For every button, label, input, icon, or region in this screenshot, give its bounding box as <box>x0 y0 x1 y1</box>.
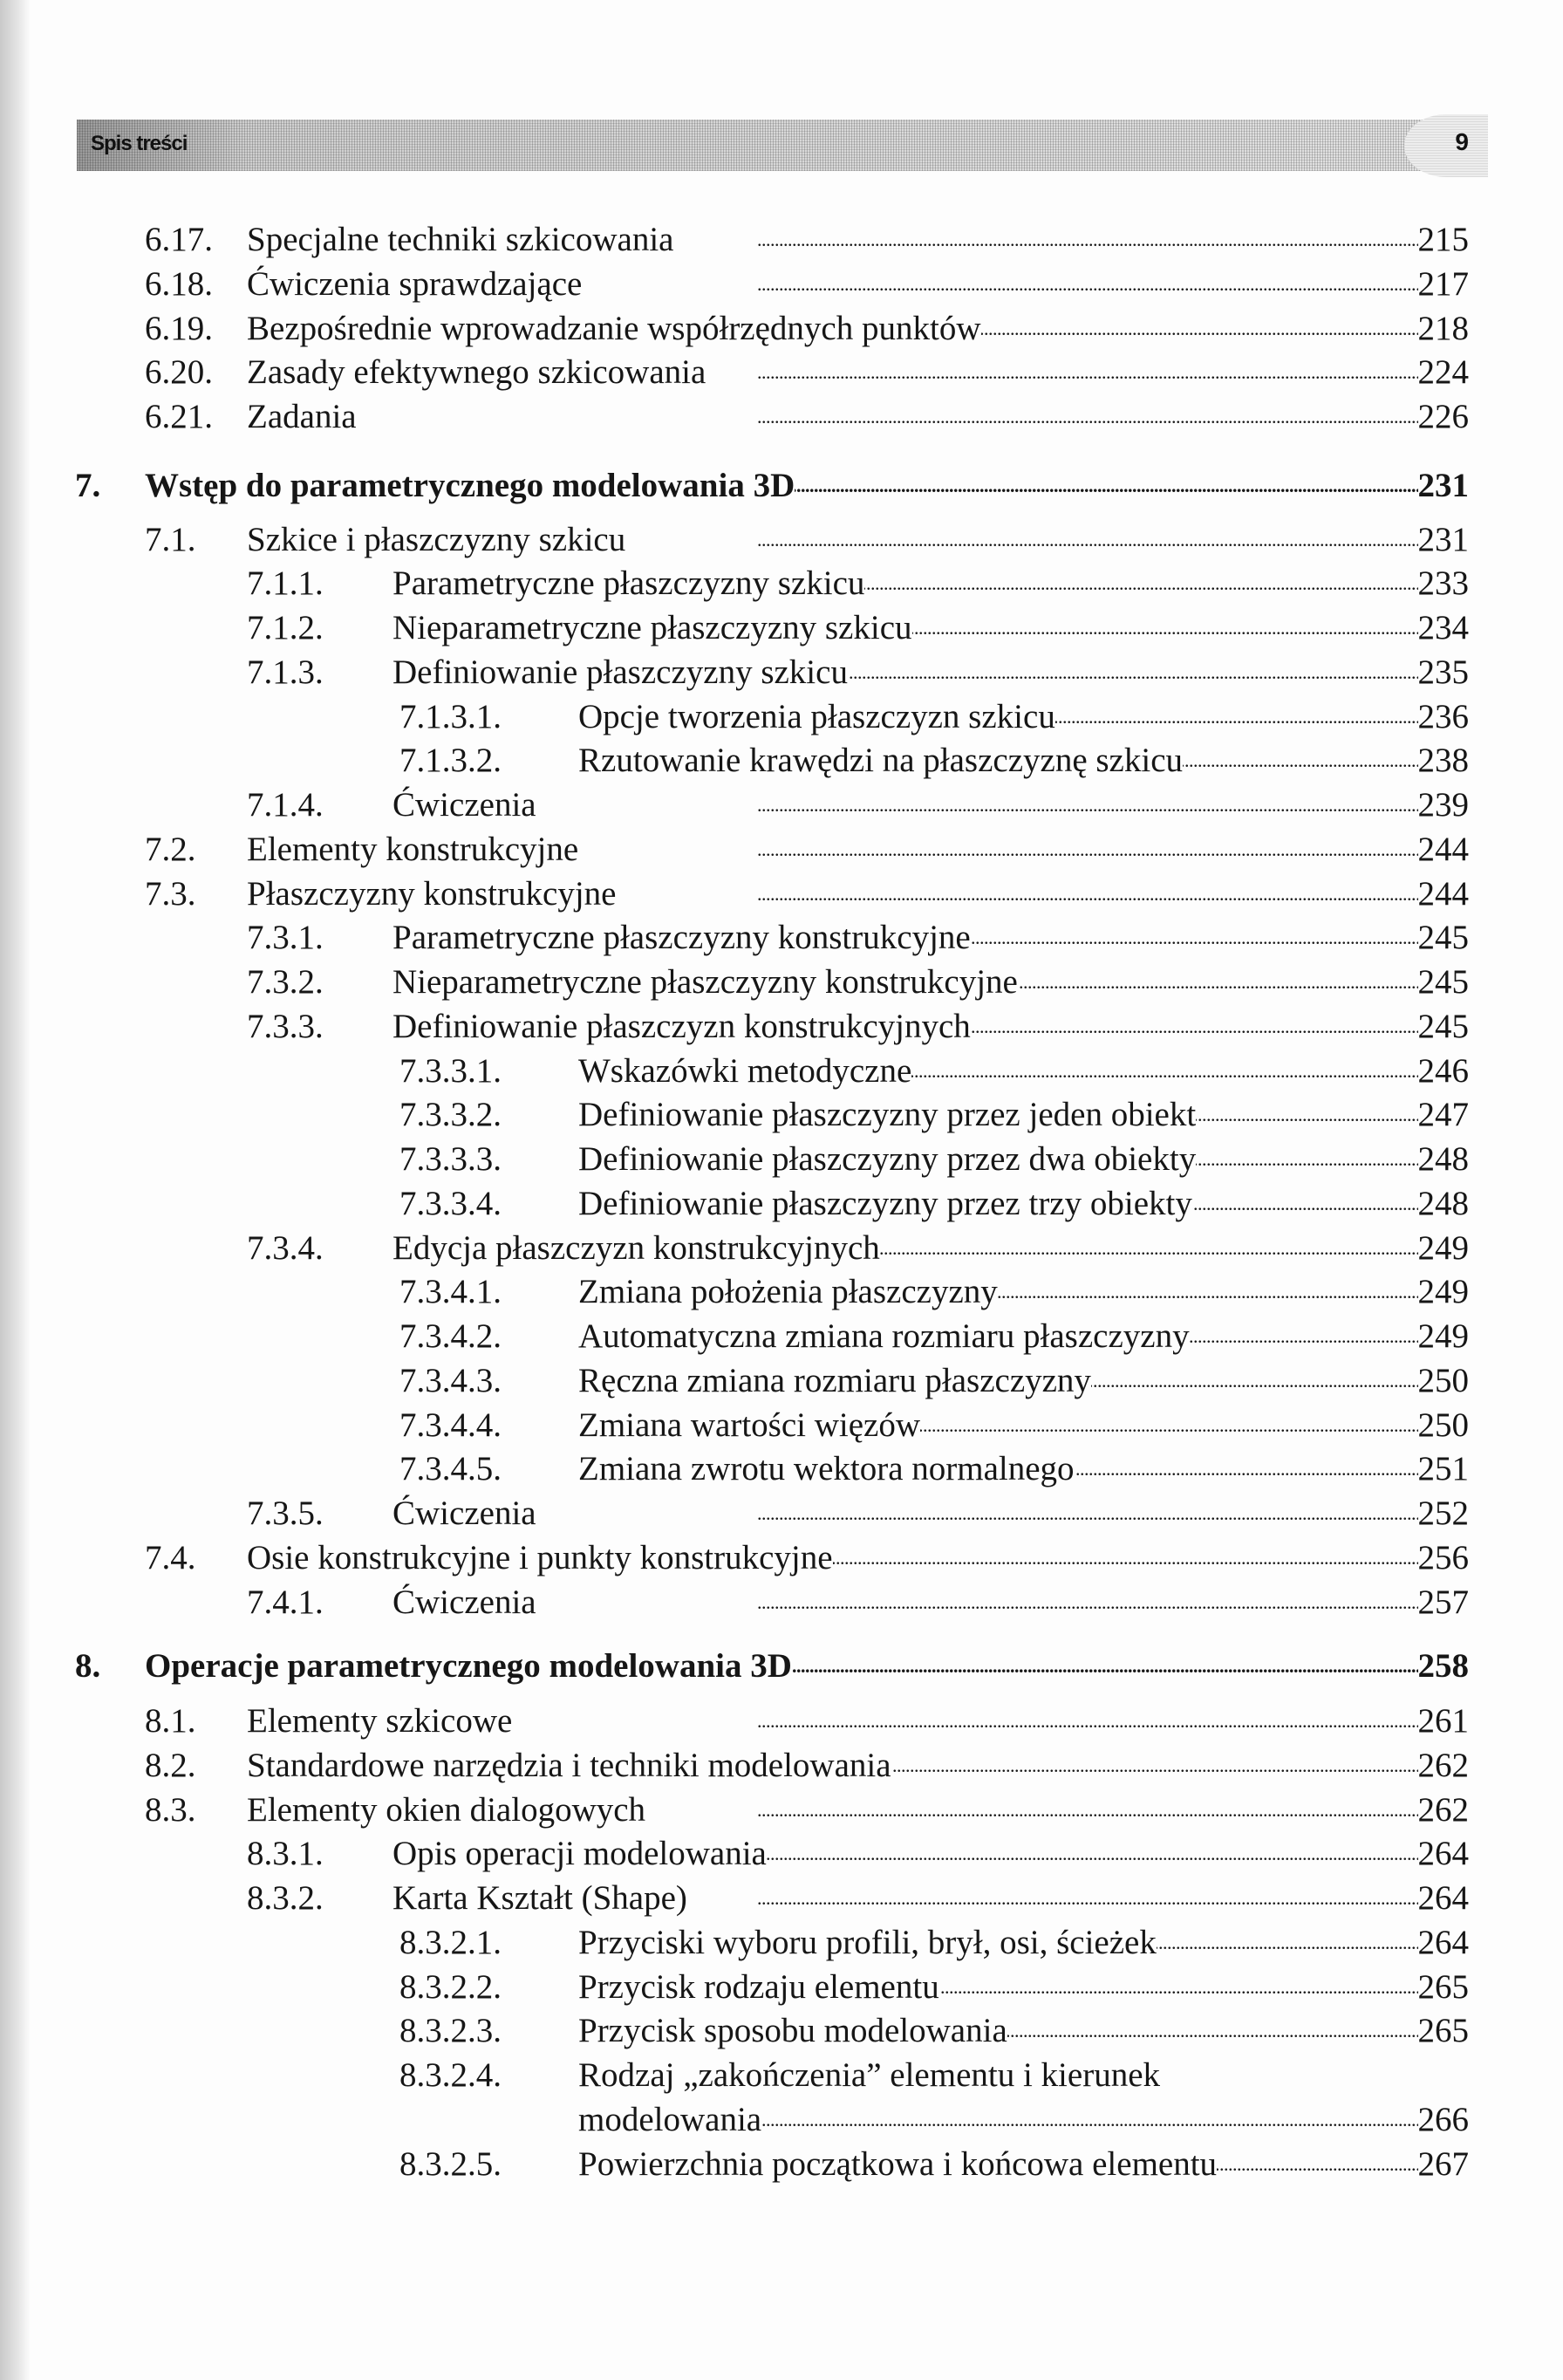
dot-leader <box>1091 1359 1418 1404</box>
entry-title: Płaszczyzny konstrukcyjne <box>247 874 617 913</box>
entry-title: Definiowanie płaszczyzny przez trzy obiekty <box>578 1184 1192 1222</box>
entry-page: 249 <box>1417 1317 1469 1355</box>
entry-number: 7.3.5. <box>247 1494 324 1532</box>
dot-leader <box>971 916 1418 961</box>
entry-number: 6.17. <box>145 221 213 258</box>
dot-leader <box>582 263 1417 307</box>
entry-page: 246 <box>1417 1051 1469 1090</box>
toc-entry[interactable] <box>0 1877 1563 1921</box>
toc-entry[interactable] <box>0 1921 1563 1966</box>
dot-leader <box>1018 961 1418 1005</box>
running-header-title: Spis treści <box>91 132 188 155</box>
toc-entry[interactable] <box>0 1227 1563 1271</box>
entry-number: 7.3.4.1. <box>399 1273 502 1311</box>
entry-page: 248 <box>1417 1184 1469 1222</box>
entry-title: Zadania <box>247 398 357 435</box>
entry-title: Bezpośrednie wprowadzanie współrzędnych punktów <box>247 309 981 347</box>
toc-entry[interactable] <box>0 1182 1563 1227</box>
entry-page: 217 <box>1417 264 1469 303</box>
entry-page: 267 <box>1417 2144 1469 2183</box>
entry-number: 6.19. <box>145 309 213 347</box>
toc-entry[interactable] <box>0 1315 1563 1359</box>
entry-number: 7.3.3. <box>247 1007 324 1045</box>
entry-number: 8.3.2. <box>247 1879 324 1917</box>
entry-number: 7.4.1. <box>247 1583 324 1621</box>
entry-page: 235 <box>1417 653 1469 691</box>
entry-page: 231 <box>1417 466 1469 504</box>
dot-leader <box>536 1492 1418 1536</box>
toc-entry[interactable] <box>0 1050 1563 1094</box>
dot-leader <box>512 1700 1417 1744</box>
entry-page: 252 <box>1417 1494 1469 1532</box>
dot-leader <box>1007 2009 1418 2054</box>
entry-number: 8.3.1. <box>247 1835 324 1873</box>
dot-leader <box>1190 1315 1418 1359</box>
entry-title: Ręczna zmiana rozmiaru płaszczyzny <box>578 1361 1091 1399</box>
dot-leader <box>357 395 1418 440</box>
entry-page: 234 <box>1417 609 1469 646</box>
entry-page: 245 <box>1417 963 1469 1001</box>
entry-number: 7.3.3.4. <box>399 1184 502 1222</box>
entry-title: Parametryczne płaszczyzny szkicu <box>392 564 865 603</box>
entry-title-continuation: modelowania <box>578 2100 762 2138</box>
dot-leader <box>616 872 1417 917</box>
entry-title: Opcje tworzenia płaszczyzn szkicu <box>578 697 1055 735</box>
entry-number: 8.3. <box>145 1790 196 1829</box>
dot-leader <box>939 1966 1418 2010</box>
entry-number: 7.3.4.3. <box>399 1361 502 1399</box>
toc-entry[interactable] <box>0 518 1563 563</box>
dot-leader <box>981 307 1418 352</box>
toc-chapter[interactable] <box>0 1645 1563 1689</box>
toc-entry[interactable] <box>0 1138 1563 1182</box>
entry-title: Automatyczna zmiana rozmiaru płaszczyzny <box>578 1317 1190 1355</box>
toc-entry[interactable] <box>0 1404 1563 1448</box>
entry-page: 264 <box>1417 1835 1469 1873</box>
entry-page: 262 <box>1417 1746 1469 1784</box>
dot-leader <box>792 1645 1418 1689</box>
toc-entry[interactable] <box>0 263 1563 307</box>
dot-leader <box>1217 2143 1417 2187</box>
entry-page: 257 <box>1417 1583 1469 1621</box>
toc-entry[interactable] <box>0 651 1563 695</box>
entry-number: 7.3.4.5. <box>399 1450 502 1488</box>
entry-title: Powierzchnia początkowa i końcowa elementu <box>578 2144 1218 2183</box>
dot-leader <box>1192 1182 1418 1227</box>
entry-number: 8.2. <box>145 1746 196 1784</box>
entry-page: 265 <box>1417 2012 1469 2050</box>
entry-number: 7.1.1. <box>247 564 324 603</box>
entry-title: Definiowanie płaszczyzny przez dwa obiekty <box>578 1140 1197 1178</box>
toc-entry-continuation[interactable] <box>0 2098 1563 2143</box>
entry-number: 7.3.1. <box>247 919 324 957</box>
entry-number: 8.1. <box>145 1702 196 1740</box>
entry-title: Operacje parametrycznego modelowania 3D <box>145 1647 792 1686</box>
dot-leader <box>761 2098 1417 2143</box>
toc-chapter[interactable] <box>0 464 1563 509</box>
entry-page: 258 <box>1417 1647 1469 1686</box>
entry-page: 239 <box>1417 786 1469 824</box>
entry-page: 264 <box>1417 1923 1469 1961</box>
toc-entry[interactable] <box>0 1536 1563 1581</box>
page-number: 9 <box>1455 128 1469 155</box>
entry-page: 244 <box>1417 874 1469 913</box>
toc-entry[interactable] <box>0 2009 1563 2054</box>
dot-leader <box>1055 695 1418 740</box>
dot-leader <box>833 1536 1418 1581</box>
entry-number: 7.3.3.2. <box>399 1096 502 1134</box>
entry-title: Ćwiczenia <box>392 786 536 824</box>
entry-title: Szkice i płaszczyzny szkicu <box>247 520 626 558</box>
entry-page: 249 <box>1417 1273 1469 1311</box>
toc-entry[interactable] <box>0 783 1563 828</box>
entry-number: 7.1. <box>145 520 196 558</box>
entry-number: 7.4. <box>145 1538 196 1576</box>
entry-title: Karta Kształt (Shape) <box>392 1879 687 1917</box>
entry-title: Zasady efektywnego szkicowania <box>247 353 706 392</box>
entry-page: 262 <box>1417 1790 1469 1829</box>
entry-number: 7.3.3.1. <box>399 1051 502 1090</box>
dot-leader <box>673 218 1417 263</box>
entry-page: 250 <box>1417 1361 1469 1399</box>
entry-page: 245 <box>1417 1007 1469 1045</box>
entry-title: Specjalne techniki szkicowania <box>247 221 674 258</box>
entry-title: Standardowe narzędzia i techniki modelowania <box>247 1746 891 1784</box>
entry-title: Ćwiczenia <box>392 1583 536 1621</box>
entry-title: Definiowanie płaszczyzn konstrukcyjnych <box>392 1007 971 1045</box>
toc-entry[interactable] <box>0 218 1563 263</box>
entry-title: Elementy szkicowe <box>247 1702 513 1740</box>
toc-entry[interactable] <box>0 1700 1563 1744</box>
running-header <box>77 120 1488 171</box>
dot-leader <box>880 1227 1418 1271</box>
entry-number: 7.3.4.4. <box>399 1405 502 1444</box>
toc-entry[interactable] <box>0 1744 1563 1788</box>
entry-title: Przycisk rodzaju elementu <box>578 1967 939 2006</box>
dot-leader <box>891 1744 1418 1788</box>
entry-page: 244 <box>1417 830 1469 868</box>
entry-title: Rodzaj „zakończenia” elementu i kierunek <box>578 2056 1160 2094</box>
toc-entry[interactable] <box>0 739 1563 783</box>
toc-entry[interactable] <box>0 695 1563 740</box>
entry-page: 215 <box>1417 221 1469 258</box>
entry-number: 7.1.3. <box>247 653 324 691</box>
entry-number: 8.3.2.3. <box>399 2012 502 2050</box>
entry-title: Zmiana zwrotu wektora normalnego <box>578 1450 1075 1488</box>
entry-title: Nieparametryczne płaszczyzny szkicu <box>392 609 912 646</box>
entry-title: Opis operacji modelowania <box>392 1835 767 1873</box>
dot-leader <box>536 783 1418 828</box>
entry-page: 247 <box>1417 1096 1469 1134</box>
entry-number: 7.1.2. <box>247 609 324 646</box>
toc-entry[interactable] <box>0 2143 1563 2187</box>
dot-leader <box>1196 1093 1417 1138</box>
entry-title: Elementy konstrukcyjne <box>247 830 579 868</box>
dot-leader <box>1183 739 1417 783</box>
toc-entry[interactable] <box>0 351 1563 395</box>
toc-entry[interactable] <box>0 606 1563 651</box>
toc-entry[interactable] <box>0 1581 1563 1625</box>
dot-leader <box>645 1788 1417 1833</box>
entry-title: Parametryczne płaszczyzny konstrukcyjne <box>392 919 971 957</box>
entry-title: Ćwiczenia sprawdzające <box>247 264 583 303</box>
toc-entry[interactable] <box>0 1005 1563 1050</box>
toc-entry[interactable] <box>0 1966 1563 2010</box>
dot-leader <box>625 518 1417 563</box>
dot-leader <box>687 1877 1418 1921</box>
entry-title: Ćwiczenia <box>392 1494 536 1532</box>
entry-title: Wskazówki metodyczne <box>578 1051 912 1090</box>
entry-page: 224 <box>1417 353 1469 392</box>
entry-page: 250 <box>1417 1405 1469 1444</box>
entry-number: 7.3.4.2. <box>399 1317 502 1355</box>
entry-title: Osie konstrukcyjne i punkty konstrukcyjne <box>247 1538 833 1576</box>
toc-entry[interactable] <box>0 961 1563 1005</box>
dot-leader <box>848 651 1418 695</box>
entry-number: 8. <box>75 1647 101 1686</box>
entry-page: 266 <box>1417 2100 1469 2138</box>
entry-title: Zmiana położenia płaszczyzny <box>578 1273 998 1311</box>
toc-entry[interactable] <box>0 1093 1563 1138</box>
toc-entry[interactable] <box>0 916 1563 961</box>
toc-entry[interactable] <box>0 872 1563 917</box>
dot-leader <box>1196 1138 1417 1182</box>
entry-number: 7.2. <box>145 830 196 868</box>
dot-leader <box>578 828 1417 872</box>
entry-number: 7.3.3.3. <box>399 1140 502 1178</box>
entry-page: 248 <box>1417 1140 1469 1178</box>
entry-number: 8.3.2.1. <box>399 1923 502 1961</box>
entry-page: 231 <box>1417 520 1469 558</box>
entry-page: 245 <box>1417 919 1469 957</box>
entry-page: 238 <box>1417 742 1469 780</box>
toc-entry[interactable] <box>0 1447 1563 1492</box>
entry-number: 8.3.2.4. <box>399 2056 502 2094</box>
dot-leader <box>911 1050 1417 1094</box>
entry-page: 249 <box>1417 1228 1469 1267</box>
toc-entry[interactable] <box>0 562 1563 606</box>
toc-entry[interactable] <box>0 1359 1563 1404</box>
entry-number: 8.3.2.5. <box>399 2144 502 2183</box>
toc-entry[interactable] <box>0 1270 1563 1315</box>
dot-leader <box>1075 1447 1418 1492</box>
entry-title: Przycisk sposobu modelowania <box>578 2012 1007 2050</box>
entry-title: Elementy okien dialogowych <box>247 1790 646 1829</box>
toc-entry[interactable] <box>0 2054 1563 2098</box>
dot-leader <box>706 351 1417 395</box>
entry-number: 7.1.4. <box>247 786 324 824</box>
entry-title: Przyciski wyboru profili, brył, osi, ścieżek <box>578 1923 1157 1961</box>
dot-leader <box>864 562 1417 606</box>
entry-number: 6.20. <box>145 353 213 392</box>
entry-page: 233 <box>1417 564 1469 603</box>
entry-title: Definiowanie płaszczyzny przez jeden obiekt <box>578 1096 1197 1134</box>
toc-entry[interactable] <box>0 1788 1563 1833</box>
entry-page: 261 <box>1417 1702 1469 1740</box>
entry-title: Nieparametryczne płaszczyzny konstrukcyjne <box>392 963 1018 1001</box>
toc-entry[interactable] <box>0 307 1563 352</box>
dot-leader <box>920 1404 1417 1448</box>
entry-page: 218 <box>1417 309 1469 347</box>
table-of-contents <box>0 218 1563 2186</box>
entry-number: 7.3.4. <box>247 1228 324 1267</box>
dot-leader <box>998 1270 1418 1315</box>
entry-number: 6.21. <box>145 398 213 435</box>
entry-number: 7.1.3.2. <box>399 742 502 780</box>
entry-title: Edycja płaszczyzn konstrukcyjnych <box>392 1228 880 1267</box>
entry-page: 256 <box>1417 1538 1469 1576</box>
dot-leader <box>971 1005 1418 1050</box>
entry-number: 7.3. <box>145 874 196 913</box>
entry-title: Definiowanie płaszczyzny szkicu <box>392 653 848 691</box>
dot-leader <box>912 606 1418 651</box>
entry-title: Zmiana wartości więzów <box>578 1405 921 1444</box>
dot-leader <box>1157 1921 1418 1966</box>
page-number-badge <box>1404 114 1488 177</box>
entry-number: 6.18. <box>145 264 213 303</box>
toc-entry[interactable] <box>0 395 1563 440</box>
dot-leader <box>536 1581 1418 1625</box>
entry-number: 7.1.3.1. <box>399 697 502 735</box>
entry-page: 264 <box>1417 1879 1469 1917</box>
entry-number: 7.3.2. <box>247 963 324 1001</box>
entry-page: 251 <box>1417 1450 1469 1488</box>
dot-leader <box>795 464 1417 509</box>
entry-title: Rzutowanie krawędzi na płaszczyznę szkicu <box>578 742 1184 780</box>
entry-number: 7. <box>75 466 101 504</box>
toc-entry[interactable] <box>0 828 1563 872</box>
entry-number: 8.3.2.2. <box>399 1967 502 2006</box>
entry-page: 226 <box>1417 398 1469 435</box>
toc-entry[interactable] <box>0 1832 1563 1877</box>
toc-entry[interactable] <box>0 1492 1563 1536</box>
entry-title: Wstęp do parametrycznego modelowania 3D <box>145 466 795 504</box>
entry-page: 236 <box>1417 697 1469 735</box>
entry-page: 265 <box>1417 1967 1469 2006</box>
dot-leader <box>767 1832 1418 1877</box>
